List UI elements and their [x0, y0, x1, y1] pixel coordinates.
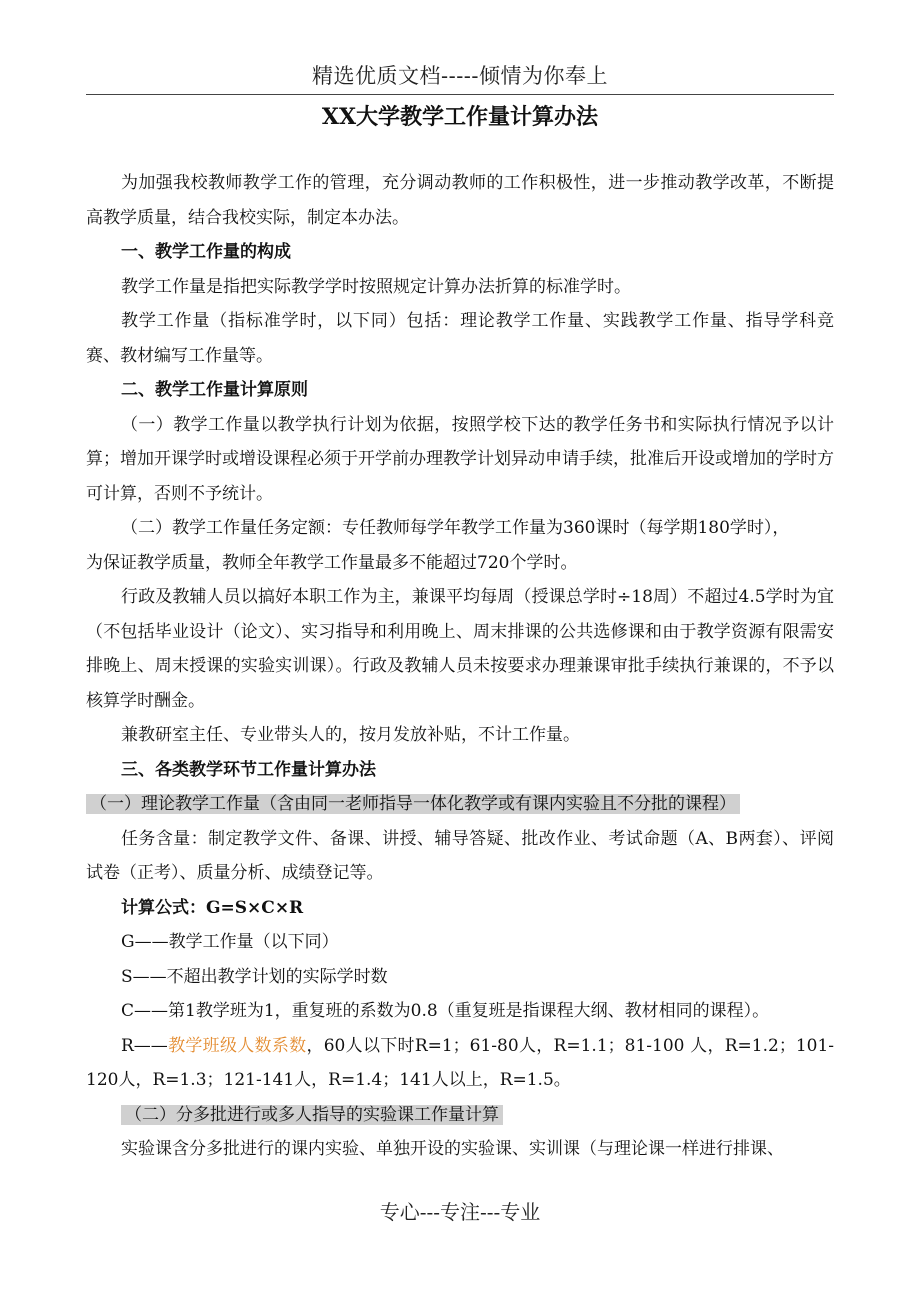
document-title: XX大学教学工作量计算办法 [321, 104, 599, 130]
paragraph: 行政及教辅人员以搞好本职工作为主，兼课平均每周（授课总学时÷18周）不超过4.5学时为宜（不包括毕业设计（论文）、实习指导和利用晚上、周末排课的公共选修课和由于教学资源有限需安排晚上、周末授课的实验实训课）。行政及教辅人员未按要求办理兼课审批手续执行兼课的，不予以核算学时酬金。 [86, 587, 834, 711]
subsection-heading-2 [86, 1098, 834, 1133]
section-heading-1: 一、教学工作量的构成 [121, 242, 291, 262]
paragraph: 教学工作量（指标准学时，以下同）包括：理论教学工作量、实践教学工作量、指导学科竞赛、教材编写工作量等。 [86, 311, 834, 366]
page-footer: 专心---专注---专业 [379, 1200, 541, 1224]
class-size-coefficient-link[interactable]: 教学班级人数系数 [167, 1035, 307, 1056]
section-heading-2: 二、教学工作量计算原则 [121, 380, 308, 400]
paragraph: 任务含量：制定教学文件、备课、讲授、辅导答疑、批改作业、考试命题（A、B两套）、评阅试卷（正考）、质量分析、成绩登记等。 [86, 828, 834, 883]
page-header: 精选优质文档-----倾情为你奉上 [312, 64, 608, 88]
section-heading-3: 三、各类教学环节工作量计算办法 [121, 759, 376, 780]
paragraph: （一）教学工作量以教学执行计划为依据，按照学校下达的教学任务书和实际执行情况予以计算；增加开课学时或增设课程必须于开学前办理教学计划异动申请手续，批准后开设或增加的学时方可计算，否则不予统计。 [86, 414, 834, 504]
header-divider [86, 94, 834, 95]
intro-paragraph: 为加强我校教师教学工作的管理，充分调动教师的工作积极性，进一步推动教学改革，不断提高教学质量，结合我校实际，制定本办法。 [86, 173, 834, 228]
formula-line: 计算公式：G=S×C×R [121, 897, 304, 918]
paragraph: 教学工作量是指把实际教学学时按照规定计算办法折算的标准学时。 [121, 276, 631, 297]
formula-definition-g: G——教学工作量（以下同） [121, 932, 339, 952]
r-details: ，60人以下时R=1；61-80人，R=1.1；81-100 人，R=1.2；101-120人，R=1.3；121-141人，R=1.4；141人以上，R=1.5。 [86, 1035, 835, 1090]
document-body [86, 166, 834, 1167]
formula-definition-s: S——不超出教学计划的实际学时数 [121, 966, 388, 987]
formula-definition-r [86, 1029, 834, 1098]
highlighted-subheading: （一）理论教学工作量（含由同一老师指导一体化教学或有课内实验且不分批的课程） [86, 794, 740, 814]
paragraph: 实验课含分多批进行的课内实验、单独开设的实验课、实训课（与理论课一样进行排课、 [121, 1139, 784, 1159]
subsection-heading-1 [86, 787, 834, 822]
paragraph: （二）教学工作量任务定额：专任教师每学年教学工作量为360课时（每学期180学时）， [121, 518, 790, 538]
highlighted-subheading: （二）分多批进行或多人指导的实验课工作量计算 [121, 1105, 503, 1125]
paragraph: 兼教研室主任、专业带头人的，按月发放补贴，不计工作量。 [121, 725, 580, 745]
formula-definition-c: C——第1教学班为1，重复班的系数为0.8（重复班是指课程大纲、教材相同的课程）。 [121, 1001, 770, 1021]
paragraph: 为保证教学质量，教师全年教学工作量最多不能超过720个学时。 [86, 552, 578, 573]
r-prefix: R—— [121, 1035, 168, 1056]
